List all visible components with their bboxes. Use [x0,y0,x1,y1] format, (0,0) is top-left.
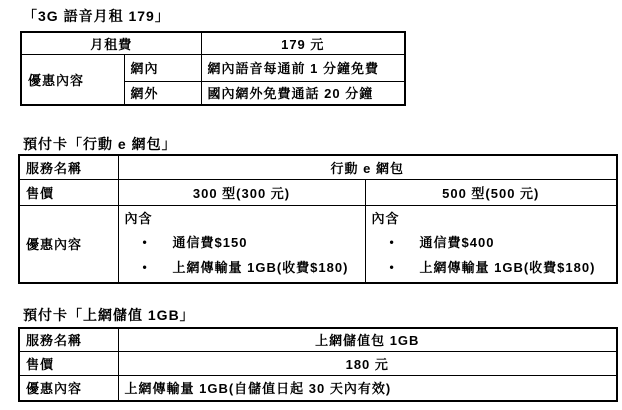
plan-500-details [365,205,617,283]
bullet-icon: • [142,234,148,249]
prepaid-enet-table [18,154,618,284]
prepaid-1gb-table [18,327,618,402]
on-net-value: 網內語音每通前 1 分鐘免費 [201,54,405,81]
bullet-icon: • [389,259,395,274]
table-row [19,179,617,205]
discount-content-label: 優惠內容 [21,54,124,105]
price-value: 180 元 [118,351,617,375]
bullet-icon: • [142,259,148,274]
table-row [19,328,617,351]
plan-3g-table [20,31,406,106]
plan-300-label: 300 型(300 元) [118,179,365,205]
discount-content-label: 優惠內容 [19,375,118,401]
table-row [19,155,617,179]
list-item [125,230,361,255]
service-name-label: 服務名稱 [19,155,118,179]
list-item-text: 上網傳輸量 1GB(收費$180) [172,259,349,275]
off-net-label: 網外 [124,81,201,105]
section3-title: 預付卡「上網儲值 1GB」 [23,307,195,323]
on-net-label: 網內 [124,54,201,81]
list-item [372,230,613,255]
service-name-value: 行動 e 網包 [118,155,617,179]
table-row [19,205,617,283]
table-row [19,375,617,401]
service-name-label: 服務名稱 [19,328,118,351]
includes-label: 內含 [124,210,153,226]
discount-content-label: 優惠內容 [19,205,118,283]
section1-title: 「3G 語音月租 179」 [23,8,170,24]
off-net-value: 國內網外免費通話 20 分鐘 [201,81,405,105]
table-row [21,32,405,54]
table-row [21,54,405,81]
monthly-fee-value: 179 元 [201,32,405,54]
list-item [125,255,361,280]
list-item [372,255,613,280]
price-label: 售價 [19,351,118,375]
includes-label: 內含 [371,210,400,226]
section2-title: 預付卡「行動 e 網包」 [23,136,177,152]
plan-500-label: 500 型(500 元) [365,179,617,205]
discount-content-value: 上網傳輸量 1GB(自儲值日起 30 天內有效) [118,375,617,401]
table-row [19,351,617,375]
monthly-fee-label: 月租費 [21,32,201,54]
bullet-icon: • [389,234,395,249]
service-name-value: 上網儲值包 1GB [118,328,617,351]
price-label: 售價 [19,179,118,205]
list-item-text: 通信費$150 [172,234,248,250]
plan-300-details [118,205,365,283]
list-item-text: 通信費$400 [419,234,495,250]
list-item-text: 上網傳輸量 1GB(收費$180) [419,259,596,275]
